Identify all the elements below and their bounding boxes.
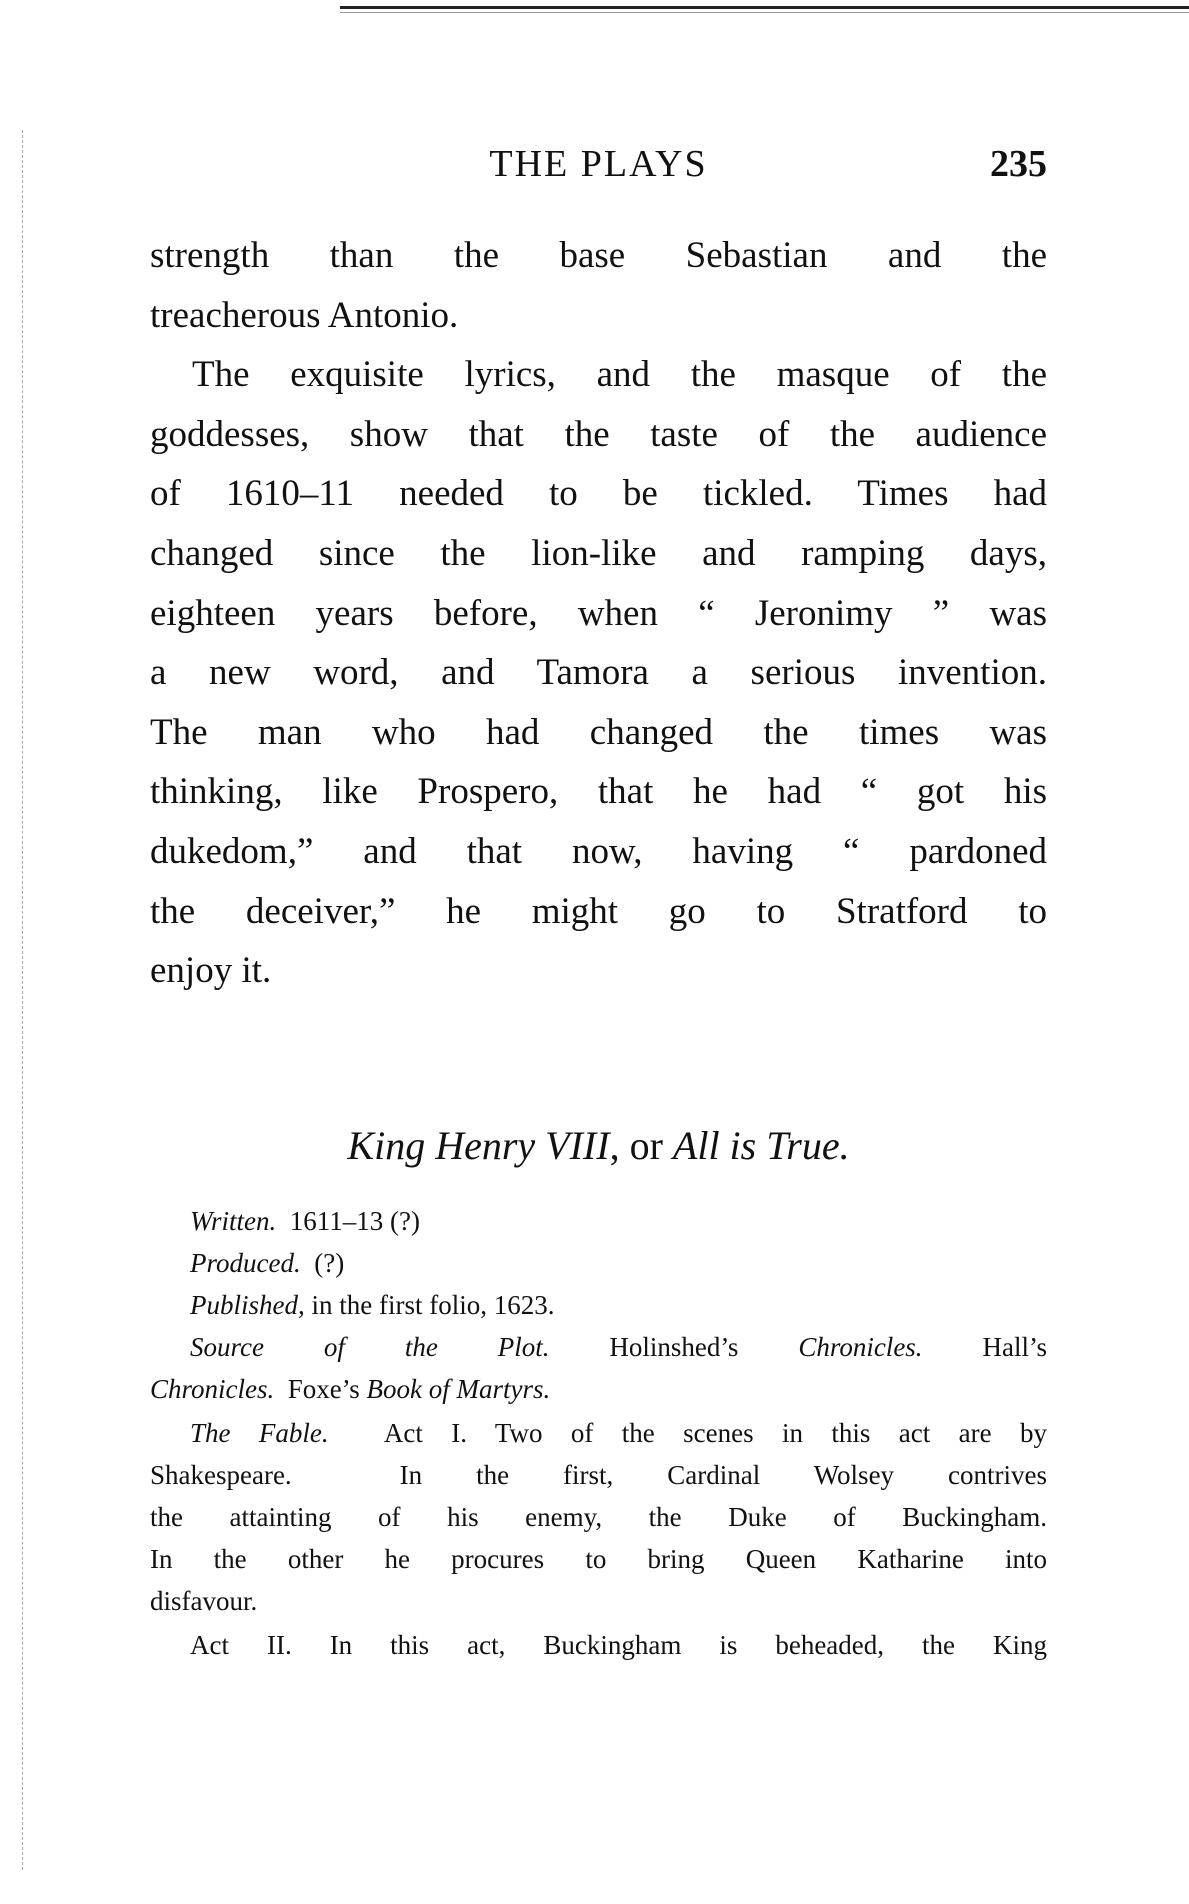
page-top-rule	[340, 6, 1189, 9]
body-line: treacherous Antonio.	[150, 294, 459, 336]
note-line	[150, 1200, 1047, 1242]
body-line: goddesses, show that the taste of the audience	[150, 413, 1047, 455]
note-text: the attainting of his enemy, the Duke of Buckingham.	[150, 1502, 1047, 1532]
note-text: (?)	[300, 1248, 345, 1278]
note-text: Foxe’s	[274, 1374, 367, 1404]
note-line	[150, 1242, 1047, 1284]
note-line	[150, 1284, 1047, 1326]
note-text: Act II. In this act, Buckingham is beheaded, the King	[190, 1630, 1047, 1660]
italic-text: The Fable.	[190, 1418, 329, 1448]
note-text: Shakespeare. In the first, Cardinal Wolsey contrives	[150, 1460, 1047, 1490]
note-text: Holinshed’s	[549, 1332, 799, 1362]
italic-text: Source of the Plot.	[190, 1332, 550, 1362]
body-line: enjoy it.	[150, 950, 272, 992]
note-line	[150, 1496, 1047, 1538]
note-line	[150, 1412, 1047, 1454]
heading-separator: , or	[609, 1123, 673, 1168]
body-line: thinking, like Prospero, that he had “ got his	[150, 771, 1047, 813]
note-text: disfavour.	[150, 1586, 258, 1616]
running-head-title: THE PLAYS	[489, 143, 708, 185]
note-text: In the other he procures to bring Queen Katharine into	[150, 1544, 1047, 1574]
body-line: The exquisite lyrics, and the masque of the	[192, 354, 1047, 396]
heading-title: King Henry VIII	[347, 1123, 610, 1168]
italic-text: Chronicles.	[798, 1332, 923, 1362]
heading-alt-title: All is True.	[672, 1123, 850, 1168]
section-heading	[150, 1122, 1047, 1169]
italic-text: Chronicles.	[150, 1374, 275, 1404]
page-edge-mark	[22, 130, 24, 1870]
note-text: 1611–13 (?)	[276, 1206, 420, 1236]
note-text: in the first folio, 1623.	[304, 1290, 555, 1320]
body-line: eighteen years before, when “ Jeronimy ” was	[150, 592, 1047, 634]
italic-text: Produced.	[190, 1248, 301, 1278]
note-text: Hall’s	[922, 1332, 1047, 1362]
page-number: 235	[990, 143, 1047, 185]
body-line: changed since the lion-like and ramping days,	[150, 533, 1047, 574]
italic-text: Written.	[190, 1206, 277, 1236]
note-line	[150, 1580, 1047, 1622]
running-head	[150, 142, 1047, 192]
body-line: The man who had changed the times was	[150, 711, 1047, 753]
body-line: dukedom,” and that now, having “ pardoned	[150, 831, 1047, 872]
body-line: a new word, and Tamora a serious invention.	[150, 652, 1047, 694]
page-top-rule-thin	[340, 12, 1189, 13]
note-line	[150, 1326, 1047, 1368]
body-line: strength than the base Sebastian and the	[150, 235, 1047, 276]
body-line: of 1610–11 needed to be tickled. Times had	[150, 473, 1047, 515]
note-line	[150, 1624, 1047, 1666]
note-line	[150, 1454, 1047, 1496]
italic-text: Published,	[190, 1290, 305, 1320]
note-line	[150, 1538, 1047, 1580]
note-line	[150, 1368, 1047, 1410]
note-text: Act I. Two of the scenes in this act are by	[328, 1418, 1047, 1448]
body-line: the deceiver,” he might go to Stratford to	[150, 890, 1047, 932]
italic-text: Book of Martyrs.	[366, 1374, 551, 1404]
